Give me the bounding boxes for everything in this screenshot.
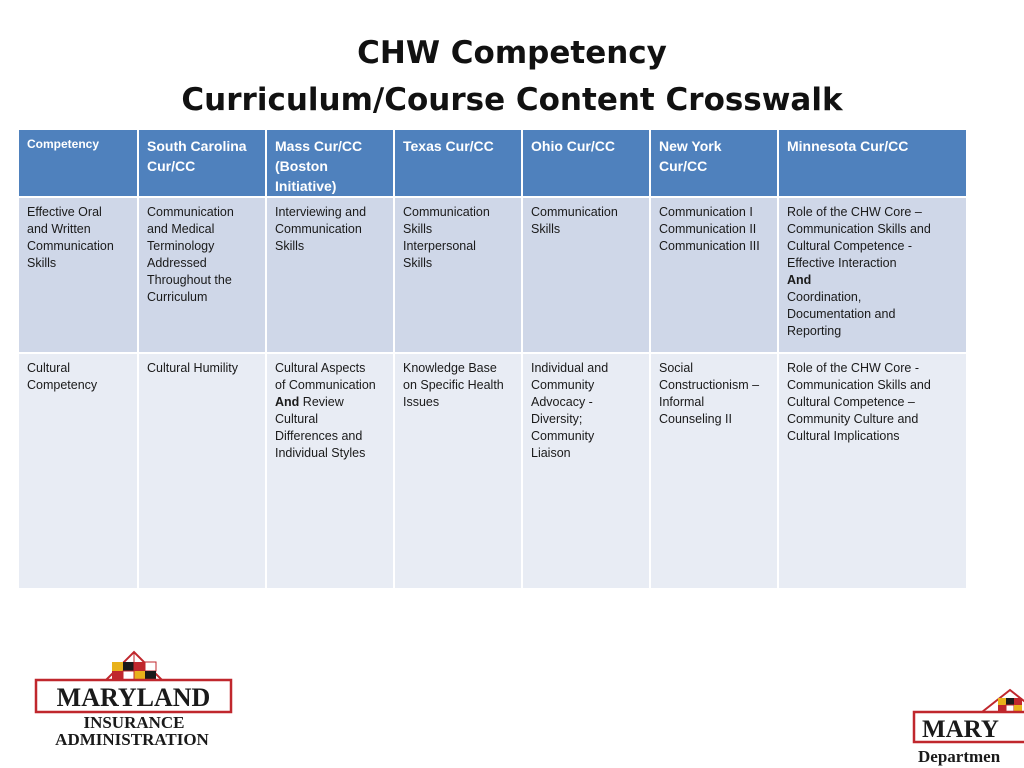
cell-text-line: Role of the CHW Core –	[787, 205, 922, 219]
cell-text-line: Communication Skills and	[787, 222, 931, 236]
table-cell	[267, 354, 393, 588]
table-cell	[523, 354, 649, 588]
logo-text-administration: ADMINISTRATION	[55, 730, 209, 748]
logo-text-insurance: INSURANCE	[83, 713, 185, 732]
cell-text-line: Throughout the	[147, 273, 232, 287]
maryland-insurance-administration-logo	[34, 648, 234, 748]
table-header-row	[19, 130, 966, 196]
cell-text-line: And	[787, 273, 812, 287]
cell-text-line: Ohio Cur/CC	[531, 138, 615, 154]
table-cell	[267, 198, 393, 352]
table-cell	[779, 198, 966, 352]
cell-text-line: Community	[531, 429, 595, 443]
cell-text-line: Interviewing and	[275, 205, 367, 219]
table-cell	[395, 198, 521, 352]
crosswalk-table	[17, 128, 968, 590]
cell-text-line: Effective Oral	[27, 205, 102, 219]
cell-text-line: Texas Cur/CC	[403, 138, 494, 154]
cell-text-line: Informal	[659, 395, 705, 409]
cell-text-line: Cultural Humility	[147, 361, 238, 375]
cell-text-line: and Medical	[147, 222, 215, 236]
cell-text-line: Documentation and	[787, 307, 896, 321]
cell-text-line: Skills	[531, 222, 561, 236]
cell-text-line: Cur/CC	[659, 158, 708, 174]
cell-text-line: And Review	[275, 395, 344, 409]
table-cell	[139, 354, 265, 588]
cell-text-line: Competency	[27, 137, 100, 151]
header-cell	[523, 130, 649, 196]
cell-text-line: Skills	[403, 256, 433, 270]
header-cell	[139, 130, 265, 196]
cell-text-line: Communication	[275, 222, 362, 236]
header-cell	[19, 130, 137, 196]
cell-text-line: of Communication	[275, 378, 376, 392]
slide-title	[0, 30, 1024, 124]
table-cell	[523, 198, 649, 352]
cell-text-line: (Boston	[275, 158, 328, 174]
title-line-1: CHW Competency	[357, 35, 667, 71]
cell-text-line: Constructionism –	[659, 378, 760, 392]
logo-text-maryland: MARYLAND	[56, 683, 211, 712]
cell-text-line: Initiative)	[275, 178, 337, 194]
cell-text-line: Knowledge Base	[403, 361, 497, 375]
cell-text-line: Communication III	[659, 239, 760, 253]
cell-text-line: Cultural	[275, 412, 319, 426]
maryland-flag-emblem	[982, 690, 1024, 712]
cell-text-line: Competency	[27, 378, 98, 392]
cell-text-line: Counseling II	[659, 412, 732, 426]
cell-text-line: Communication	[403, 205, 490, 219]
cell-text-line: Cultural Implications	[787, 429, 900, 443]
cell-text-line: Communication I	[659, 205, 753, 219]
cell-text-line: Cultural Competence -	[787, 239, 913, 253]
cell-text-line: Cultural	[27, 361, 71, 375]
cell-text-line: Interpersonal	[403, 239, 476, 253]
cell-text-line: Communication	[27, 239, 114, 253]
table-cell	[19, 198, 137, 352]
cell-text-line: and Written	[27, 222, 91, 236]
cell-text-line: Minnesota Cur/CC	[787, 138, 909, 154]
cell-text-line: Skills	[27, 256, 57, 270]
cell-text-line: Terminology	[147, 239, 215, 253]
cell-text-line: Coordination,	[787, 290, 862, 304]
table-cell	[779, 354, 966, 588]
cell-text-line: Cultural Aspects	[275, 361, 366, 375]
cell-text-line: Cur/CC	[147, 158, 196, 174]
cell-text-line: Communication	[531, 205, 618, 219]
logo-text-department: Departmen	[918, 747, 1001, 766]
table-cell	[19, 354, 137, 588]
table-cell	[395, 354, 521, 588]
table-row	[19, 354, 966, 588]
table-row	[19, 198, 966, 352]
cell-text-line: Communication	[147, 205, 234, 219]
cell-text-line: New York	[659, 138, 722, 154]
maryland-department-logo	[912, 688, 1024, 768]
header-cell	[651, 130, 777, 196]
cell-text-line: Community Culture and	[787, 412, 919, 426]
logo-text-mary: MARY	[922, 716, 999, 743]
cell-text-line: Addressed	[147, 256, 207, 270]
header-cell	[267, 130, 393, 196]
cell-text-line: Role of the CHW Core -	[787, 361, 919, 375]
cell-text-line: Curriculum	[147, 290, 208, 304]
cell-text-line: Skills	[275, 239, 305, 253]
cell-text-line: Individual and	[531, 361, 609, 375]
header-cell	[395, 130, 521, 196]
cell-text-line: Diversity;	[531, 412, 583, 426]
cell-text-line: Individual Styles	[275, 446, 366, 460]
cell-text-line: Cultural Competence –	[787, 395, 915, 409]
cell-text-line: Community	[531, 378, 595, 392]
title-line-2: Curriculum/Course Content Crosswalk	[181, 82, 843, 118]
maryland-flag-emblem	[106, 652, 162, 680]
bold-word: And	[275, 395, 300, 409]
header-cell	[779, 130, 966, 196]
cell-text-line: Liaison	[531, 446, 571, 460]
cell-text-line: Communication II	[659, 222, 757, 236]
cell-text-line: South Carolina	[147, 138, 247, 154]
table-cell	[651, 198, 777, 352]
cell-text-line: Mass Cur/CC	[275, 138, 363, 154]
cell-text-line: Advocacy -	[531, 395, 593, 409]
cell-text-line: Communication Skills and	[787, 378, 931, 392]
cell-text-line: Differences and	[275, 429, 363, 443]
cell-text-line: on Specific Health	[403, 378, 504, 392]
cell-text-line: Skills	[403, 222, 433, 236]
cell-text-line: Social	[659, 361, 694, 375]
cell-text-line: Effective Interaction	[787, 256, 897, 270]
cell-text-line: Issues	[403, 395, 440, 409]
table-cell	[651, 354, 777, 588]
table-cell	[139, 198, 265, 352]
cell-text-line: Reporting	[787, 324, 842, 338]
